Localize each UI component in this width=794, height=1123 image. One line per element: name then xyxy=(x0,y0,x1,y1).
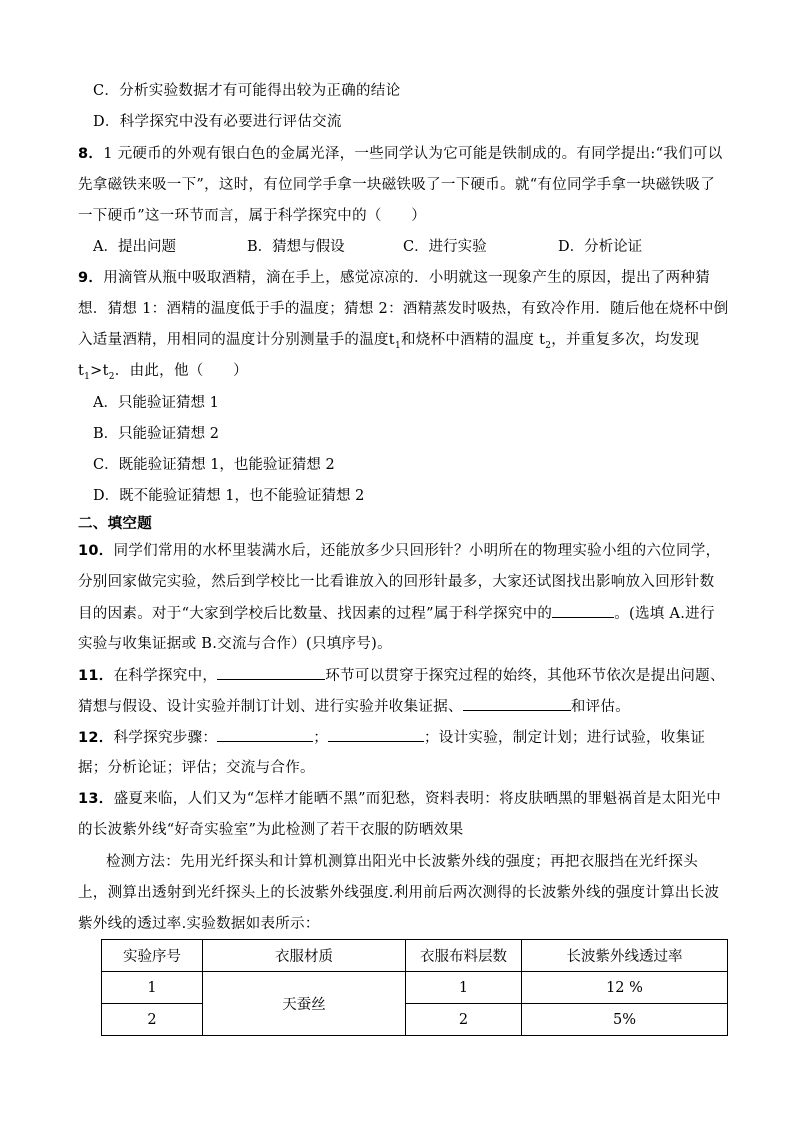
table-cell-layers: 1 xyxy=(406,972,522,1004)
q11-line-2 xyxy=(78,696,630,717)
q12-line-2: 据；分析论证；评估；交流与合作。 xyxy=(78,760,315,776)
table-cell-seq: 2 xyxy=(102,1004,203,1036)
q12-number: 12． xyxy=(78,730,114,746)
q9-line-4 xyxy=(78,361,248,381)
q13-line-5: 紫外线的透过率.实验数据如表所示： xyxy=(78,916,320,932)
q9-text-4c: ．由此，他（ ） xyxy=(114,363,248,379)
q8-line-1 xyxy=(78,144,723,164)
q10-line-3 xyxy=(78,603,715,624)
table-cell-rate: 12 % xyxy=(522,972,728,1004)
q9-text-3b: 和烧杯中酒精的温度 t xyxy=(400,332,546,348)
q8-option-d: D．分析论证 xyxy=(558,239,643,255)
q9-sub-1: 1 xyxy=(394,340,401,351)
table-cell-rate: 5% xyxy=(522,1004,728,1036)
table-cell-layers: 2 xyxy=(406,1004,522,1036)
q9-text-3a: 入适量酒精，用相同的温度计分别测量手的温度t xyxy=(78,332,395,348)
q9-sub-4: 2 xyxy=(108,371,115,382)
q10-text-3b: 。(选填 A.进行 xyxy=(614,606,715,622)
q11-text-2a: 猜想与假设、设计实验并制订计划、进行实验并收集证据、 xyxy=(78,699,463,715)
q9-line-3 xyxy=(78,330,699,350)
q11-text-1b: 环节可以贯穿于探究过程的始终，其他环节依次是提出问题、 xyxy=(325,668,725,684)
q10-line-2: 分别回家做完实验，然后到学校比一比看谁放入的回形针最多，大家还试图找出影响放入回形针数 xyxy=(78,574,715,590)
q13-line-2: 的长波紫外线“好奇实验室”为此检测了若干衣服的防晒效果 xyxy=(78,822,464,838)
table-header-cell: 实验序号 xyxy=(102,940,203,972)
table-header-cell: 长波紫外线透过率 xyxy=(522,940,728,972)
q8-text-1: 1 元硬币的外观有银白色的金属光泽，一些同学认为它可能是铁制成的。有同学提出:“我们可以 xyxy=(103,146,723,162)
q10-line-4: 实验与收集证据或 B.交流与合作）(只填序号)。 xyxy=(78,636,392,652)
q8-number: 8． xyxy=(78,146,104,162)
q11-line-1 xyxy=(78,665,725,686)
q9-number: 9． xyxy=(78,270,104,286)
q11-text-2b: 和评估。 xyxy=(570,699,631,715)
q9-line-1 xyxy=(78,268,710,288)
uv-transmittance-table xyxy=(101,939,728,1036)
q12-text-1b: ； xyxy=(313,730,328,746)
q10-text-1: 同学们常用的水杯里装满水后，还能放多少只回形针？小明所在的物理实验小组的六位同学， xyxy=(113,543,721,559)
table-cell-material: 天蚕丝 xyxy=(203,972,406,1036)
q9-sub-3: 1 xyxy=(84,371,91,382)
q12-line-1 xyxy=(78,727,705,748)
q9-text-3c: ，并重复多次，均发现 xyxy=(551,332,700,348)
q9-line-2: 想．猜想 1：酒精的温度低于手的温度；猜想 2：酒精蒸发时吸热，有致冷作用．随后他在烧杯中倒 xyxy=(78,301,729,317)
q11-answer-blank-2[interactable] xyxy=(463,696,571,711)
table-cell-seq: 1 xyxy=(102,972,203,1004)
q13-line-3: 检测方法：先用光纤探头和计算机测算出阳光中长波紫外线的强度；再把衣服挡在光纤探头 xyxy=(106,854,698,870)
q9-option-a: A．只能验证猜想 1 xyxy=(93,395,219,411)
table-header-cell: 衣服材质 xyxy=(203,940,406,972)
q11-number: 11． xyxy=(78,668,114,684)
q9-text-4b: >t xyxy=(90,363,109,379)
q13-line-1 xyxy=(78,789,721,809)
q10-number: 10． xyxy=(78,543,114,559)
q12-text-1a: 科学探究步骤： xyxy=(113,730,218,746)
table-header-cell: 衣服布料层数 xyxy=(406,940,522,972)
q10-text-3a: 目的因素。对于“大家到学校后比数量、找因素的过程”属于科学探究中的 xyxy=(78,606,553,622)
q11-text-1a: 在科学探究中， xyxy=(113,668,218,684)
section-heading-fill-in: 二、填空题 xyxy=(78,516,152,532)
q9-option-c: C．既能验证猜想 1，也能验证猜想 2 xyxy=(93,457,335,473)
q11-answer-blank-1[interactable] xyxy=(217,665,325,680)
q8-option-b: B．猜想与假设 xyxy=(247,239,345,255)
q12-answer-blank-2[interactable] xyxy=(328,727,424,742)
q12-text-1c: ；设计实验，制定计划；进行试验，收集证 xyxy=(424,730,706,746)
table-header-row xyxy=(102,940,728,972)
q7-option-d: D．科学探究中没有必要进行评估交流 xyxy=(93,114,342,130)
q12-answer-blank-1[interactable] xyxy=(217,727,313,742)
q9-text-1: 用滴管从瓶中吸取酒精，滴在手上，感觉凉凉的．小明就这一现象产生的原因，提出了两种猜 xyxy=(103,270,710,286)
q10-line-1 xyxy=(78,541,720,561)
q9-option-d: D．既不能验证猜想 1，也不能验证猜想 2 xyxy=(93,488,365,504)
q8-line-2: 先拿磁铁来吸一下”，这时，有位同学手拿一块磁铁吸了一下硬币。就“有位同学手拿一块磁铁吸了 xyxy=(78,177,716,193)
table-row xyxy=(102,1004,728,1036)
q9-sub-2: 2 xyxy=(545,340,552,351)
table-row xyxy=(102,972,728,1004)
q13-text-1: 盛夏来临，人们又为“怎样才能晒不黑”而犯愁，资料表明：将皮肤晒黑的罪魁祸首是太阳光中 xyxy=(113,791,721,807)
q8-option-c: C．进行实验 xyxy=(403,239,487,255)
q10-answer-blank[interactable] xyxy=(552,603,614,618)
q8-option-a: A．提出问题 xyxy=(93,239,176,255)
q13-line-4: 上，测算出透射到光纤探头上的长波紫外线强度.利用前后两次测得的长波紫外线的强度计算出长波 xyxy=(78,885,720,901)
q7-option-c: C．分析实验数据才有可能得出较为正确的结论 xyxy=(93,83,401,99)
q13-number: 13． xyxy=(78,791,114,807)
q8-line-3: 一下硬币”这一环节而言，属于科学探究中的（ ） xyxy=(78,208,427,224)
q9-option-b: B．只能验证猜想 2 xyxy=(93,426,219,442)
q9-text-4a: t xyxy=(78,363,85,379)
